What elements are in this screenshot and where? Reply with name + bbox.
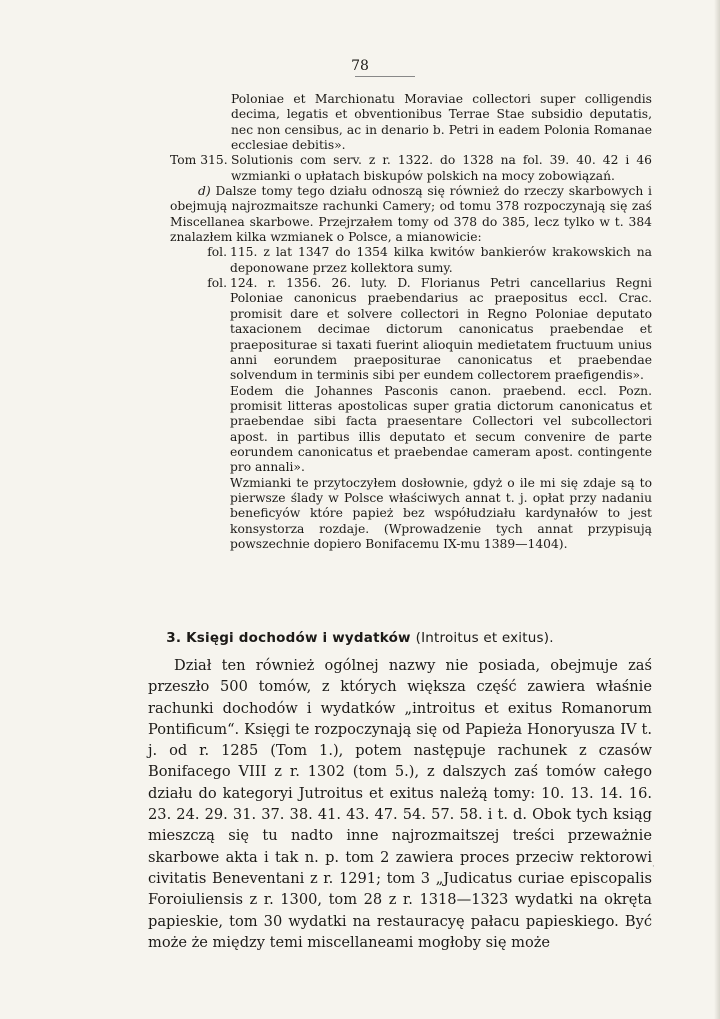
page-number: 78	[351, 58, 369, 74]
fol-124-entry	[170, 276, 652, 383]
fol-115-text: 115. z lat 1347 do 1354 kilka kwitów bankierów krakowskich na deponowane przez kollektora sumy.	[230, 245, 652, 275]
section-heading	[0, 630, 720, 646]
section-heading-main: 3. Księgi dochodów i wydatków	[166, 630, 411, 646]
continued-paragraph: Poloniae et Marchionatu Moraviae collectori super colligendis decima, legatis et obventionibus Terrae Stae subsidio deputatis, nec non censibus, ac in denario b. Petri in eadem Polonia Romanae ecclesiae debitis».	[231, 92, 652, 153]
fol-label: fol.	[207, 276, 227, 291]
tom-label: Tom 315.	[170, 153, 228, 168]
eodem-paragraph: Eodem die Johannes Pasconis canon. praebend. eccl. Pozn. promisit litteras apostolicas super gratia dictorum canonicatus et praebendae sibi facta praesentare Collectori vel subcollectori apost. in partibus illis deputato et secum convenire de parte eorundem canonicatus et praebendae cameram apost. contingente pro annali».	[230, 383, 652, 475]
section-heading-latin: (Introitus et exitus).	[415, 630, 554, 646]
fol-124-text: 124. r. 1356. 26. luty. D. Florianus Petri cancellarius Regni Poloniae canonicus praebendarius ac praepositus eccl. Crac. promisit dare et solvere collectori in Regno Poloniae deputato taxacionem decimae dictorum canonicatus praebendae et praepositurae si taxati fuerint alioquin medietatem fructuum unius anni eorundem praepositurae canonicatus et praebendae solvendum in terminis sibi per eundem collectorem praefigendis».	[230, 276, 652, 383]
main-text	[148, 655, 652, 953]
paragraph-d-label: d)	[198, 184, 211, 199]
tom-text: Solutionis com serv. z r. 1322. do 1328 na fol. 39. 40. 42 i 46 wzmianki o upłatach biskupów polskich na mocy zobowiązań.	[231, 153, 652, 183]
upper-notes-block	[170, 92, 652, 552]
paragraph-d	[170, 184, 652, 245]
wzmianki-paragraph: Wzmianki te przytoczyłem dosłownie, gdyż o ile mi się zdaje są to pierwsze ślady w Polsce właściwych annat t. j. opłat przy nadaniu beneficyów które papież bez współudziału kardynałów to jest konsystorza rozdaje. (Wprowadzenie tych annat przypisują powszechnie dopiero Bonifacemu IX-mu 1389—1404).	[230, 475, 652, 551]
page-number-rule	[355, 76, 415, 77]
fol-label: fol.	[207, 245, 227, 260]
tom-315-entry	[170, 153, 652, 184]
paragraph-d-text: Dalsze tomy tego działu odnoszą się również do rzeczy skarbowych i obejmują najrozmaitsze rachunki Camery; od tomu 378 rozpoczynają się zaś Miscellanea skarbowe. Przejrzałem tomy od 378 do 385, lecz tylko w t. 384 znalazłem kilka wzmianek o Polsce, a mianowicie:	[170, 184, 652, 245]
page-mark: ·	[652, 862, 655, 872]
main-paragraph: Dział ten również ogólnej nazwy nie posiada, obejmuje zaś przeszło 500 tomów, z których większa część zawiera właśnie rachunki dochodów i wydatków „introitus et exitus Romanorum Pontificum“. Księgi te rozpoczynają się od Papieża Honoryusza IV t. j. od r. 1285 (Tom 1.), potem następuje rachunek z czasów Bonifacego VIII z r. 1302 (tom 5.), z dalszych zaś tomów całego działu do kategoryi Jutroitus et exitus należą tomy: 10. 13. 14. 16. 23. 24. 29. 31. 37. 38. 41. 43. 47. 54. 57. 58. i t. d. Obok tych ksiąg mieszczą się tu nadto inne najrozmaitszej treści przeważnie skarbowe akta i tak n. p. tom 2 zawiera proces przeciw rektorowi civitatis Beneventani z r. 1291; tom 3 „Judicatus curiae episcopalis Foroiuliensis z r. 1300, tom 28 z r. 1318—1323 wydatki na okręta papieskie, tom 30 wydatki na restauracyę pałacu papieskiego. Być może że między temi miscellaneami mogłoby się może	[148, 657, 652, 951]
fol-115-entry	[170, 245, 652, 276]
page-edge-shadow	[714, 0, 720, 1019]
